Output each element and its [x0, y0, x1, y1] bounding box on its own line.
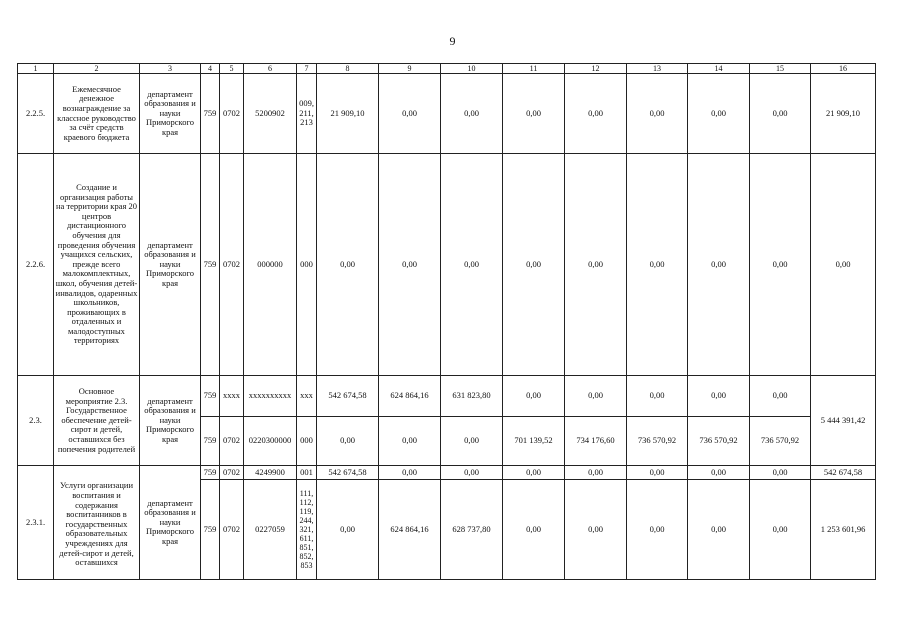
row-code: 2.2.5.	[18, 74, 54, 154]
budget-table	[17, 63, 876, 580]
cell: xxx	[297, 376, 317, 417]
cell: 0,00	[750, 154, 811, 376]
header-cell: 8	[317, 64, 379, 74]
row-executor: департамент образования и науки Приморского края	[140, 466, 201, 580]
cell: 0,00	[379, 74, 441, 154]
cell: 542 674,58	[317, 376, 379, 417]
header-cell: 12	[565, 64, 627, 74]
cell: 759	[201, 376, 220, 417]
cell: 0,00	[565, 466, 627, 480]
cell: 0,00	[627, 466, 688, 480]
cell: 5200902	[244, 74, 297, 154]
cell: 0,00	[503, 154, 565, 376]
cell: 0,00	[441, 466, 503, 480]
table-row	[18, 466, 876, 480]
cell: 0702	[220, 466, 244, 480]
cell: 0,00	[750, 466, 811, 480]
header-cell: 5	[220, 64, 244, 74]
cell: 111, 112, 119, 244, 321, 611, 851, 852, 853	[297, 480, 317, 580]
cell: 0,00	[688, 74, 750, 154]
header-cell: 15	[750, 64, 811, 74]
cell: 000	[297, 154, 317, 376]
cell: 0,00	[688, 480, 750, 580]
cell: 4249900	[244, 466, 297, 480]
table-row	[18, 74, 876, 154]
cell: 0,00	[441, 417, 503, 466]
cell: 0,00	[503, 74, 565, 154]
cell: 736 570,92	[688, 417, 750, 466]
cell: 0227059	[244, 480, 297, 580]
cell: 542 674,58	[811, 466, 876, 480]
cell: 0,00	[565, 480, 627, 580]
header-cell: 3	[140, 64, 201, 74]
cell: 0,00	[379, 417, 441, 466]
cell: 759	[201, 154, 220, 376]
cell: 0,00	[627, 154, 688, 376]
cell: 0,00	[750, 376, 811, 417]
header-row	[18, 64, 876, 74]
header-cell: 14	[688, 64, 750, 74]
cell: 0,00	[688, 376, 750, 417]
table-row	[18, 154, 876, 376]
cell: 0,00	[750, 74, 811, 154]
cell: 0,00	[503, 376, 565, 417]
cell: 0,00	[688, 154, 750, 376]
row-executor: департамент образования и науки Приморского края	[140, 74, 201, 154]
cell: xxxx	[220, 376, 244, 417]
header-cell: 7	[297, 64, 317, 74]
cell: 0,00	[441, 74, 503, 154]
cell: 0,00	[565, 154, 627, 376]
cell: 736 570,92	[750, 417, 811, 466]
cell: 0,00	[627, 480, 688, 580]
cell: 0,00	[379, 466, 441, 480]
table-row	[18, 376, 876, 417]
header-cell: 2	[54, 64, 140, 74]
header-cell: 1	[18, 64, 54, 74]
row-name: Услуги организации воспитания и содержания воспитанников в государственных образовательных учреждениях для детей-сирот и детей, оставшихся	[54, 466, 140, 580]
cell: 628 737,80	[441, 480, 503, 580]
cell: 0,00	[750, 480, 811, 580]
row-code: 2.3.	[18, 376, 54, 466]
header-cell: 16	[811, 64, 876, 74]
row-executor: департамент образования и науки Приморского края	[140, 376, 201, 466]
row-name: Основное мероприятие 2.3. Государственное обеспечение детей-сирот и детей, оставшихся без попечения родителей	[54, 376, 140, 466]
cell: 734 176,60	[565, 417, 627, 466]
cell: 000	[297, 417, 317, 466]
cell: 0,00	[379, 154, 441, 376]
cell: 624 864,16	[379, 480, 441, 580]
cell: 0,00	[317, 417, 379, 466]
row-name: Создание и организация работы на территории края 20 центров дистанционного обучения для проведения обучения учащихся сельских, прежде всего малокомплектных, школ, обучения детей-инвалидов, одаренных школьников, проживающих в отдаленных и малодоступных территориях	[54, 154, 140, 376]
header-cell: 9	[379, 64, 441, 74]
cell: 0,00	[688, 466, 750, 480]
cell: xxxxxxxxxx	[244, 376, 297, 417]
cell: 0220300000	[244, 417, 297, 466]
header-cell: 4	[201, 64, 220, 74]
cell: 736 570,92	[627, 417, 688, 466]
cell: 000000	[244, 154, 297, 376]
cell: 0702	[220, 417, 244, 466]
cell: 759	[201, 74, 220, 154]
cell: 0,00	[503, 480, 565, 580]
cell: 1 253 601,96	[811, 480, 876, 580]
cell: 759	[201, 466, 220, 480]
cell: 009, 211, 213	[297, 74, 317, 154]
row-executor: департамент образования и науки Приморского края	[140, 154, 201, 376]
cell: 701 139,52	[503, 417, 565, 466]
cell: 624 864,16	[379, 376, 441, 417]
cell: 0,00	[503, 466, 565, 480]
cell: 759	[201, 417, 220, 466]
cell: 542 674,58	[317, 466, 379, 480]
cell: 0,00	[565, 376, 627, 417]
page-number: 9	[449, 34, 456, 48]
row-code: 2.2.6.	[18, 154, 54, 376]
cell: 0,00	[317, 480, 379, 580]
header-cell: 11	[503, 64, 565, 74]
cell: 0,00	[441, 154, 503, 376]
cell: 0,00	[627, 376, 688, 417]
cell: 631 823,80	[441, 376, 503, 417]
cell: 0702	[220, 74, 244, 154]
cell: 0,00	[317, 154, 379, 376]
cell: 5 444 391,42	[811, 376, 876, 466]
cell: 0,00	[811, 154, 876, 376]
header-cell: 10	[441, 64, 503, 74]
cell: 0702	[220, 480, 244, 580]
cell: 759	[201, 480, 220, 580]
cell: 0,00	[565, 74, 627, 154]
cell: 21 909,10	[811, 74, 876, 154]
row-name: Ежемесячное денежное вознаграждение за классное руководство за счёт средств краевого бюджета	[54, 74, 140, 154]
cell: 0,00	[627, 74, 688, 154]
cell: 001	[297, 466, 317, 480]
header-cell: 13	[627, 64, 688, 74]
cell: 21 909,10	[317, 74, 379, 154]
row-code: 2.3.1.	[18, 466, 54, 580]
header-cell: 6	[244, 64, 297, 74]
cell: 0702	[220, 154, 244, 376]
